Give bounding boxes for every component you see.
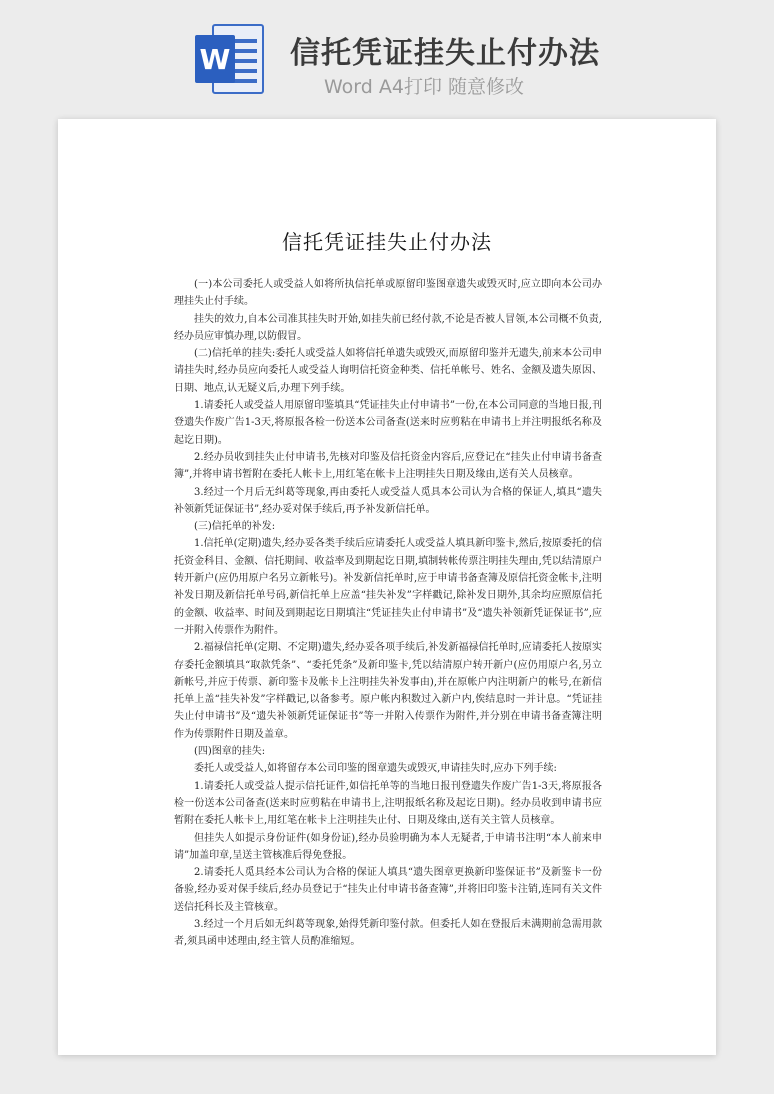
document-title: 信托凭证挂失止付办法 [282,230,492,254]
header-subtitle: Word A4打印 随意修改 [324,76,525,98]
paragraph: 1.请委托人或受益人提示信托证件,如信托单等的当地日报刊登遗失作废广告1-3天,将原报各检一份送本公司备查(送来时应剪粘在申请书上,注明报纸名称及起讫日期)。经办员收到申请书应暂附在委托人帐卡上,用红笔在帐卡上注明挂失止付、日期及缘由,送有关主管人员核章。 [174,780,602,827]
paragraph: 2.请委托人觅具经本公司认为合格的保证人填具“遗失图章更换新印鉴保证书”及新鉴卡一份备验,经办妥对保手续后,经办员登记于“挂失止付申请书备查簿”,并将旧印鉴卡注销,连同有关文件送信托科长及主管核章。 [174,867,602,913]
paragraph: 但挂失人如提示身份证件(如身份证),经办员验明确为本人无疑者,于申请书注明“本人前来申请”加盖印章,呈送主管核准后得免登报。 [174,832,602,861]
paragraph: 1.信托单(定期)遗失,经办妥各类手续后应请委托人或受益人填具新印鉴卡,然后,按原委托的信托资金科目、金额、信托期间、收益率及到期起讫日期,填制转帐传票注明挂失理由,凭以结清原户转开新户(应仍用原户名另立新帐号)。补发新信托单时,应于申请书备查簿及原信托资金帐卡,注明补发日期及新信托单号码,新信托单上应盖“挂失补发”字样戳记,除补发日期外,其余均应照原信托的金额、收益率、时间及到期起讫日期填注“凭证挂失止付申请书”及“遗失补领新凭证保证书”,应一并附入传票作为附件。 [174,538,602,636]
paragraph: 2.福禄信托单(定期、不定期)遗失,经办妥各项手续后,补发新福禄信托单时,应请委托人按原实存委托金额填具“取款凭条”、“委托凭条”及新印鉴卡,凭以结清原户转开新户(应仍用原户名,另立新帐号,并应于传票、新印鉴卡及帐卡上注明挂失补发事由),并在原帐户内注明新户的帐号,在新信托单上盖“挂失补发”字样戳记,以备参考。原户帐内积数过入新户内,俟结息时一并计息。“凭证挂失止付申请书”及“遗失补领新凭证保证书”等一并附入传票作为附件,并分别在申请书备查簿注明作为传票附件日期及盖章。 [174,642,602,740]
paragraph: 3.经过一个月后无纠葛等现象,再由委托人或受益人觅具本公司认为合格的保证人,填具“遗失补领新凭证保证书”,经办妥对保手续后,再予补发新信托单。 [174,486,602,515]
paragraph: 2.经办员收到挂失止付申请书,先核对印鉴及信托资金内容后,应登记在“挂失止付申请书备查簿”,并将申请书暂附在委托人帐卡上,用红笔在帐卡上注明挂失日期及缘由,送有关人员核章。 [174,451,602,481]
paragraph: (三)信托单的补发: [194,521,276,533]
paragraph: 3.经过一个月后如无纠葛等现象,始得凭新印鉴付款。但委托人如在登报后未满期前急需用款者,须具函申述理由,经主管人员酌准缩短。 [174,918,602,948]
paragraph: 委托人或受益人,如将留存本公司印鉴的图章遗失或毁灭,申请挂失时,应办下列手续: [194,763,557,775]
svg-text:W: W [199,43,231,76]
header [0,0,774,110]
header-title: 信托凭证挂失止付办法 [290,36,600,71]
word-document-icon [193,21,265,97]
paragraph: 1.请委托人或受益人用原留印鉴填具“凭证挂失止付申请书”一份,在本公司同意的当地日报,刊登遗失作废广告1-3天,将原报各检一份送本公司备查(送来时应剪粘在申请书上并注明报纸名称及起讫日期)。 [174,400,602,446]
paragraph: 挂失的效力,自本公司准其挂失时开始,如挂失前已经付款,不论是否被人冒领,本公司概不负责,经办员应审慎办理,以防假冒。 [174,313,602,342]
document-page [58,119,716,1055]
paragraph: (一)本公司委托人或受益人如将所执信托单或原留印鉴图章遗失或毁灭时,应立即向本公司办理挂失止付手续。 [174,279,602,308]
paragraph: (四)图章的挂失: [194,746,266,758]
document-body [174,276,602,951]
paragraph: (二)信托单的挂失:委托人或受益人如将信托单遗失或毁灭,而原留印鉴并无遗失,前来本公司申请挂失时,经办员应向委托人或受益人询明信托资金种类、信托单帐号、姓名、金额及遗失原因、日期、地点,认无疑义后,办理下列手续。 [174,348,602,394]
